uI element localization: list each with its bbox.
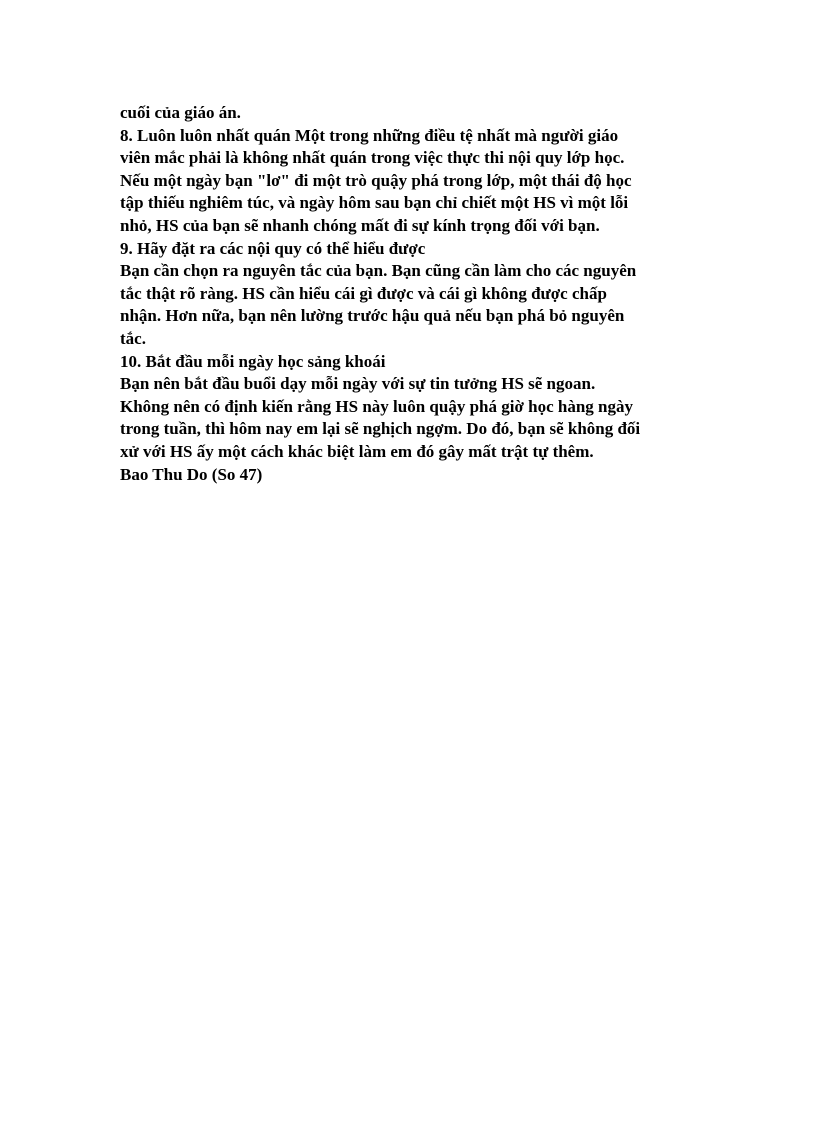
text-line: tắc. [120, 328, 146, 348]
text-line: Nếu một ngày bạn "lơ" đi một trò quậy phá trong lớp, một thái độ học [120, 170, 632, 190]
text-line: Bạn nên bắt đầu buổi dạy mỗi ngày với sự tin tưởng HS sẽ ngoan. [120, 374, 596, 394]
heading-item-8: 8. Luôn luôn nhất quán Một trong những điều tệ nhất mà người giáo [120, 125, 619, 145]
text-line: xử với HS ấy một cách khác biệt làm em đó gây mất trật tự thêm. [120, 441, 594, 461]
heading-item-10: 10. Bắt đầu mỗi ngày học sảng khoái [120, 351, 386, 371]
text-line: trong tuần, thì hôm nay em lại sẽ nghịch ngợm. Do đó, bạn sẽ không đối [120, 419, 641, 439]
text-line: nhỏ, HS của bạn sẽ nhanh chóng mất đi sự kính trọng đối với bạn. [120, 215, 600, 235]
text-line: viên mắc phải là không nhất quán trong việc thực thi nội quy lớp học. [120, 148, 625, 168]
text-line: tập thiếu nghiêm túc, và ngày hôm sau bạn chỉ chiết một HS vì một lỗi [120, 193, 629, 213]
text-line-continuation: cuối của giáo án. [120, 103, 241, 122]
text-line: Không nên có định kiến rằng HS này luôn quậy phá giờ học hàng ngày [120, 396, 633, 416]
heading-item-9: 9. Hãy đặt ra các nội quy có thể hiểu được [120, 238, 426, 258]
text-line: tắc thật rõ ràng. HS cần hiểu cái gì được và cái gì không được chấp [120, 283, 607, 303]
text-line: Bạn cần chọn ra nguyên tắc của bạn. Bạn cũng cần làm cho các nguyên [120, 261, 637, 281]
document-body [120, 102, 720, 486]
source-citation: Bao Thu Do (So 47) [120, 464, 263, 484]
text-line: nhận. Hơn nữa, bạn nên lường trước hậu quả nếu bạn phá bỏ nguyên [120, 306, 625, 326]
